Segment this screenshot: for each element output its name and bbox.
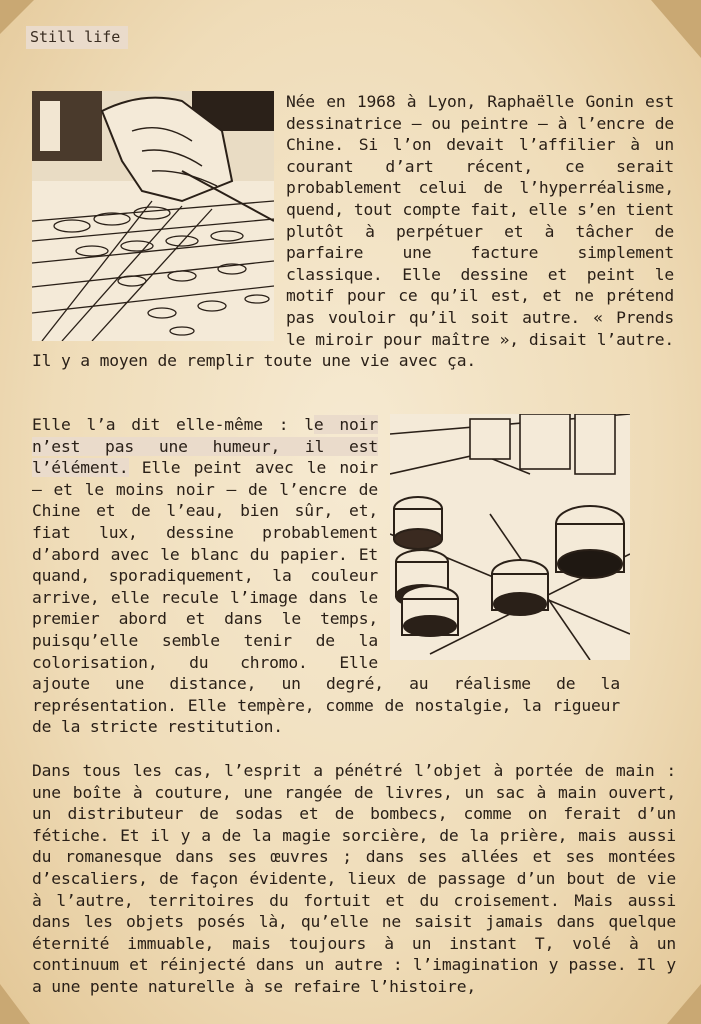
paragraph-2-text-end: Elle peint avec le noir — et le moins noir — de l’encre de Chine et de l’eau, bien sûr, et, fiat lux, dessine probablement d’abord avec le blanc du papier. Et quand, sporadiquement, la couleur arrive, elle recule l’image dans le premier abord et dans le temps, puisqu’elle semble tenir de la colorisation, du chromo. Elle ajoute une distance, un degré, au réalisme de la représentation. Elle tempère, comme de nostalgie, la rigueur de la stricte restitution. bbox=[32, 458, 620, 737]
header-tag: Still life bbox=[26, 26, 128, 49]
hand-drawing-illustration bbox=[32, 91, 274, 341]
paragraph-3-text: Dans tous les cas, l’esprit a pénétré l’objet à portée de main : une boîte à couture, une rangée de livres, un sac à main ouvert, un distributeur de sodas et de bombecs, comme on ferait d’un fétiche. Et il y a de la magie sorcière, de la prière, mais aussi du romanesque dans ses œuvres ; dans ses allées et ses montées d’escaliers, de façon évidente, lieux de passage d’un bout de vie à l’autre, territoires du fortuit et du croisement. Mais aussi dans les objets posés là, qu’elle ne saisit jamais dans quelque éternité immuable, mais toujours à un instant T, volé à un continuum et réinjecté dans un autre : l’imagination y passe. Il y a une pente naturelle à se refaire l’histoire, bbox=[32, 761, 676, 996]
paragraph-2-text-start: Elle l’a dit elle-même : l bbox=[32, 415, 314, 434]
paragraph-1-text: Née en 1968 à Lyon, Raphaëlle Gonin est dessinatrice — ou peintre — à l’encre de Chine. Si l’on devait l’affilier à un courant d’art récent, ce serait probablement celui de l’hyperréalisme, quend, tout compte fait, elle s’en tient plutôt à perpétuer et à tâcher de parfaire une facture simplement classique. Elle dessine et peint le motif pour ce qu’il est, et ne prétend pas vouloir qu’il soit autre. « Prends le miroir pour maître », disait l’autre. Il y a moyen de remplir toute une vie avec ça. bbox=[32, 92, 674, 371]
page-corner-bottom-left bbox=[0, 984, 30, 1024]
paragraph-3 bbox=[32, 760, 676, 998]
paragraph-1 bbox=[32, 91, 674, 372]
ink-cups-illustration bbox=[390, 414, 630, 660]
page-corner-top-right bbox=[651, 0, 701, 58]
highlighted-quote: e noir n’est pas une humeur, il est l’élément. bbox=[32, 415, 378, 478]
paragraph-2 bbox=[32, 414, 620, 738]
